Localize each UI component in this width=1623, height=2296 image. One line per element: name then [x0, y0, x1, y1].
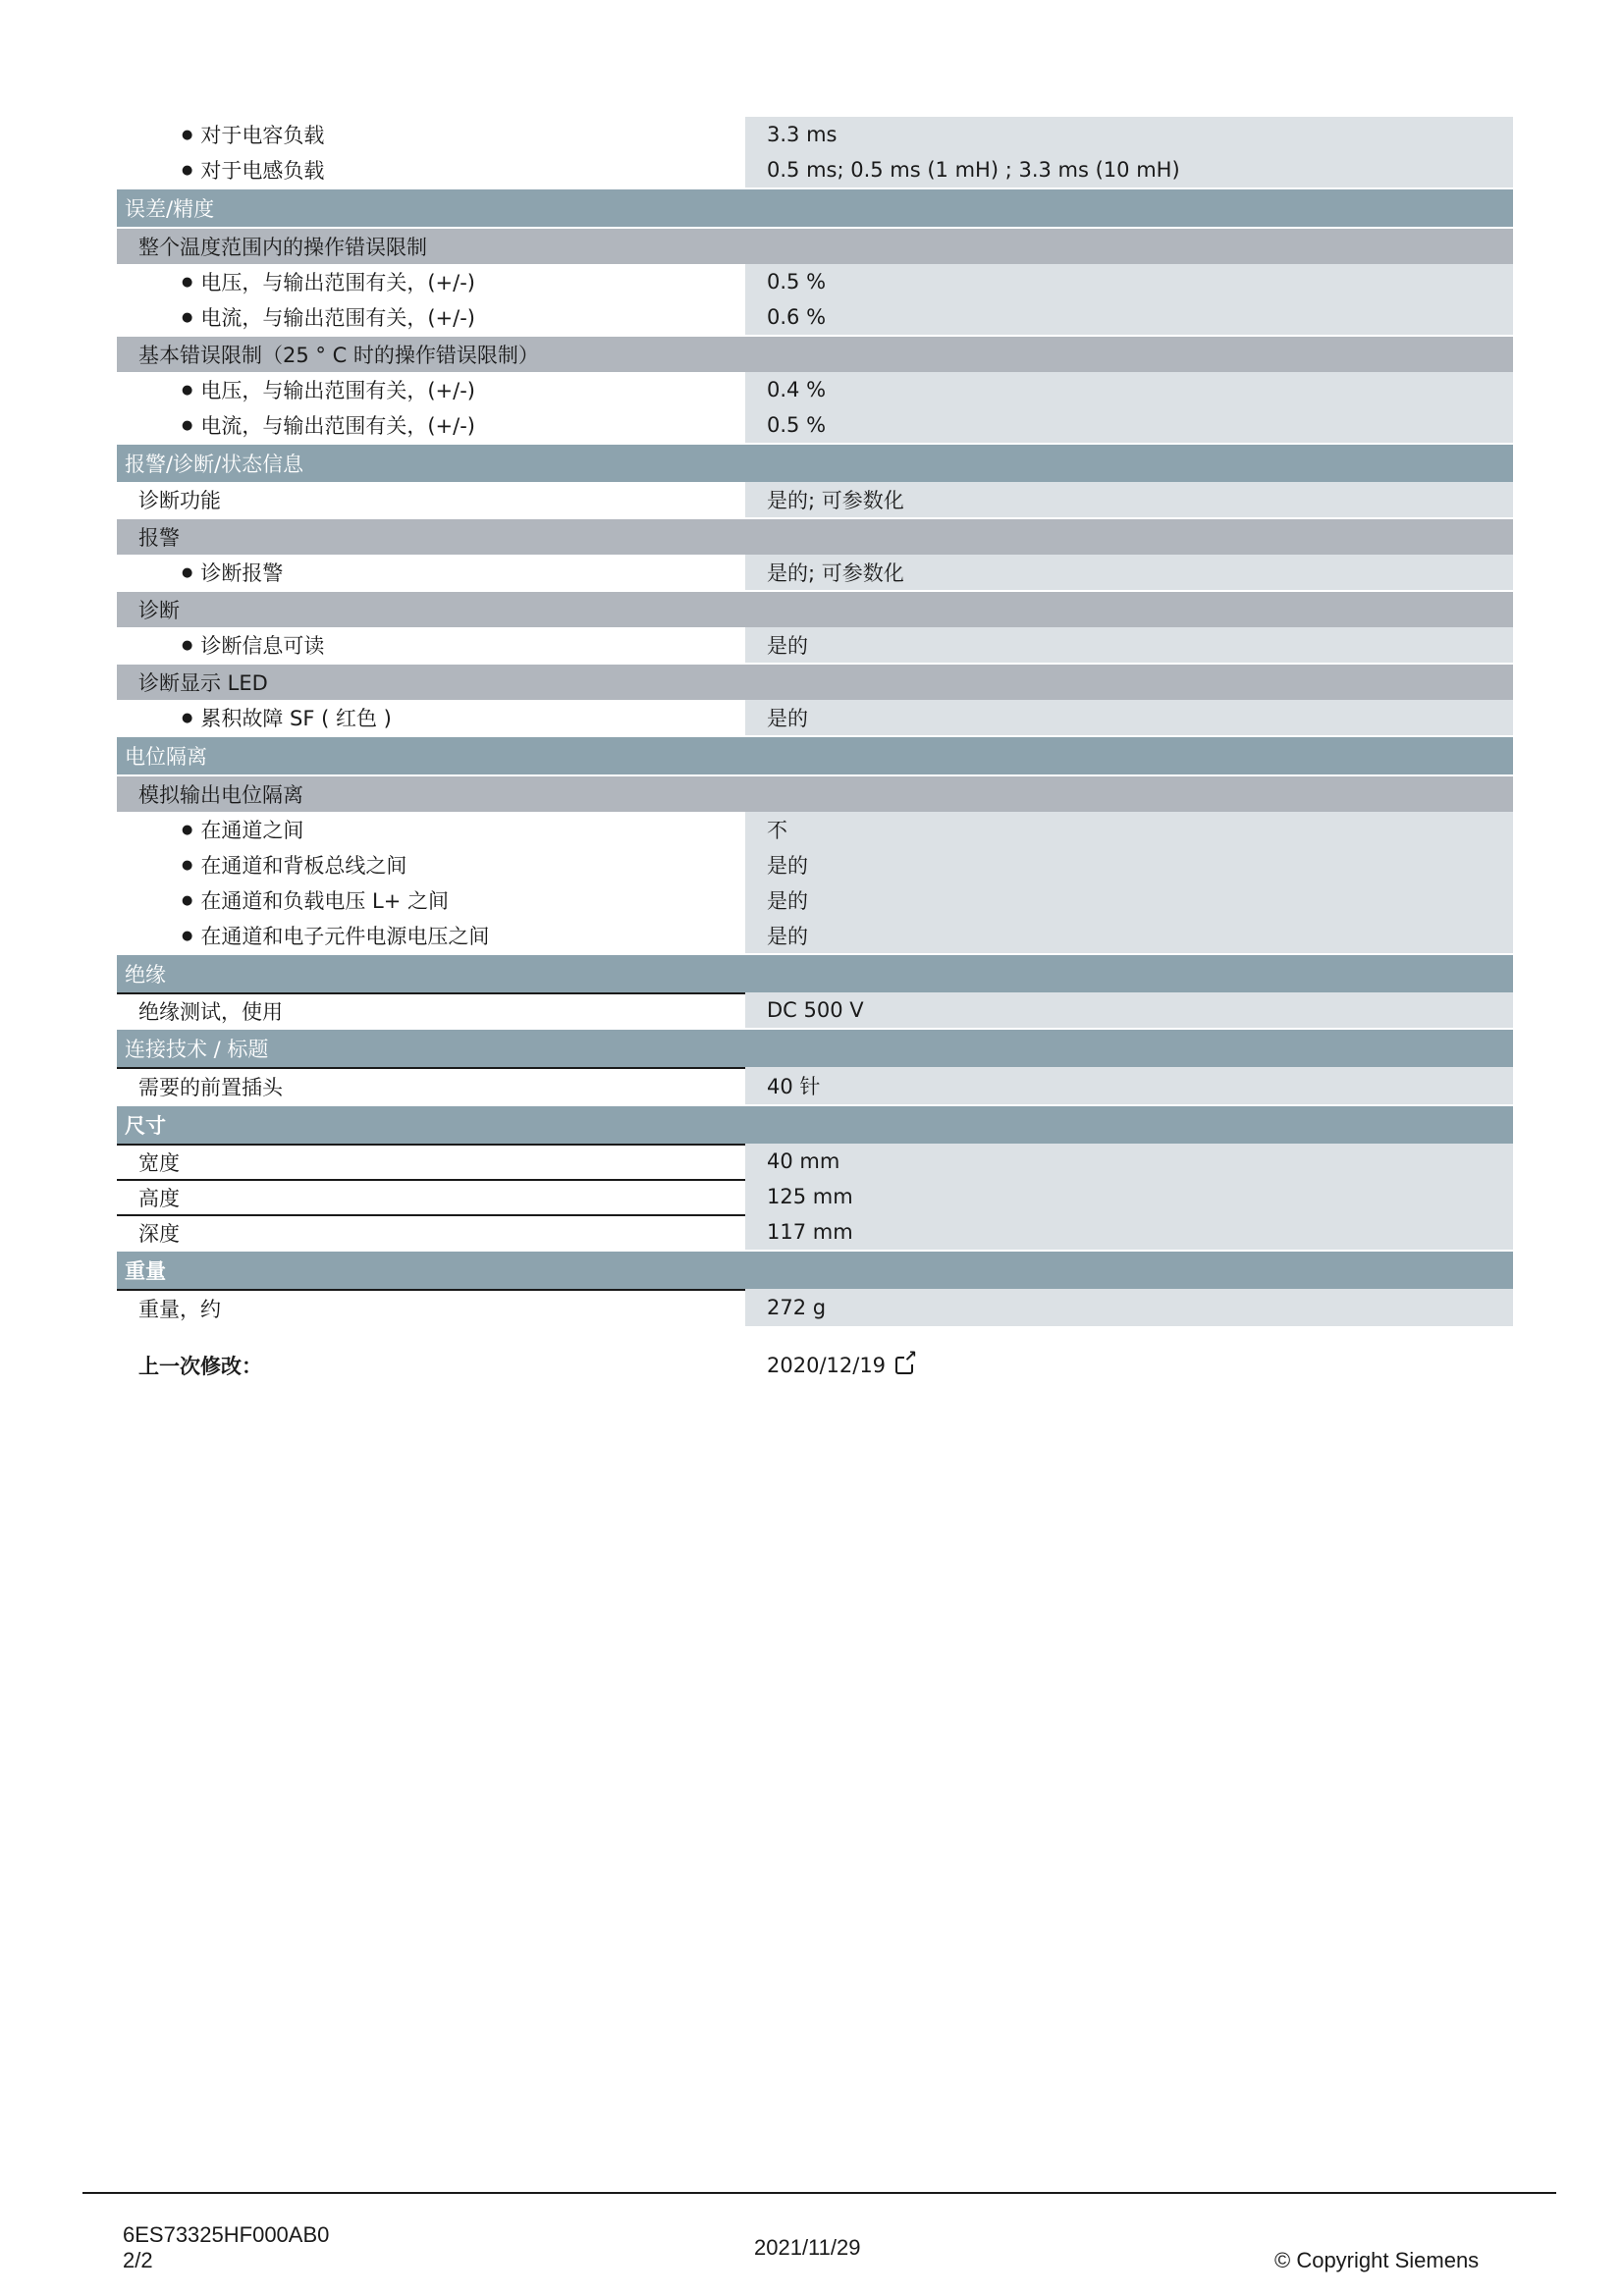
header-spacer: [745, 445, 1513, 482]
spec-row: [117, 555, 1513, 590]
subsection-header: [117, 227, 1513, 264]
spec-label: ● 在通道和负载电压 L+ 之间: [117, 882, 745, 918]
spec-value: 是的; 可参数化: [745, 555, 1513, 590]
header-label: 整个温度范围内的操作错误限制: [138, 236, 427, 259]
spec-label: 诊断功能: [117, 482, 745, 517]
spec-row: [117, 1214, 1513, 1250]
spec-label: 重量，约: [117, 1289, 745, 1326]
last-modified-date: 2020/12/19: [767, 1354, 887, 1377]
header-label: 报警/诊断/状态信息: [125, 453, 304, 476]
spec-row: [117, 812, 1513, 847]
spec-value: 是的: [745, 700, 1513, 735]
last-modified-cell: [745, 1344, 1513, 1387]
header-spacer: [745, 337, 1513, 372]
header-spacer: [745, 592, 1513, 627]
spec-label: 宽度: [117, 1144, 745, 1179]
spec-value: 125 mm: [745, 1179, 1513, 1214]
spec-row: [117, 407, 1513, 443]
spec-value: 0.5 ms; 0.5 ms (1 mH) ; 3.3 ms (10 mH): [745, 152, 1513, 187]
spec-row: [117, 1179, 1513, 1214]
header-label: 模拟输出电位隔离: [138, 783, 303, 807]
header-spacer: [745, 776, 1513, 812]
spec-label: ● 对于电容负载: [117, 117, 745, 152]
spec-value: 40 针: [745, 1067, 1513, 1104]
header-spacer: [745, 229, 1513, 264]
spec-row: [117, 372, 1513, 407]
spec-value: 是的: [745, 847, 1513, 882]
header-label: 诊断: [138, 599, 180, 622]
section-header: [117, 1250, 1513, 1289]
spec-value: 不: [745, 812, 1513, 847]
spec-label: 高度: [117, 1179, 745, 1214]
spec-row: [117, 882, 1513, 918]
spec-value: 是的: [745, 882, 1513, 918]
spec-row: [117, 1144, 1513, 1179]
header-label: 重量: [125, 1259, 166, 1283]
header-label: 连接技术 / 标题: [125, 1038, 269, 1061]
spec-row: [117, 482, 1513, 517]
spec-label: ● 电流，与输出范围有关，(+/-): [117, 407, 745, 443]
last-modified-row: [117, 1344, 1513, 1387]
section-header: [117, 443, 1513, 482]
spec-row: [117, 627, 1513, 663]
spec-value: 3.3 ms: [745, 117, 1513, 152]
header-spacer: [745, 1030, 1513, 1067]
spec-value: 是的: [745, 918, 1513, 953]
spec-value: 0.6 %: [745, 299, 1513, 335]
header-label: 绝缘: [125, 963, 166, 987]
spec-label: ● 对于电感负载: [117, 152, 745, 187]
header-label: 诊断显示 LED: [138, 671, 268, 695]
footer-date: 2021/11/29: [754, 2235, 861, 2260]
spec-label: ● 诊断信息可读: [117, 627, 745, 663]
section-header: [117, 735, 1513, 774]
spec-label: ● 累积故障 SF ( 红色 ): [117, 700, 745, 735]
header-label: 基本错误限制（25 ° C 时的操作错误限制）: [138, 344, 539, 367]
header-label: 尺寸: [125, 1114, 166, 1138]
spec-label: ● 电压，与输出范围有关，(+/-): [117, 372, 745, 407]
subsection-header: [117, 774, 1513, 812]
header-spacer: [745, 665, 1513, 700]
spec-label: ● 电压，与输出范围有关，(+/-): [117, 264, 745, 299]
spec-value: 0.4 %: [745, 372, 1513, 407]
spec-row: [117, 264, 1513, 299]
spec-label: ● 诊断报警: [117, 555, 745, 590]
spec-value: 0.5 %: [745, 264, 1513, 299]
spec-label: ● 电流，与输出范围有关，(+/-): [117, 299, 745, 335]
header-spacer: [745, 737, 1513, 774]
subsection-header: [117, 335, 1513, 372]
spec-label: ● 在通道和背板总线之间: [117, 847, 745, 882]
spec-label: 深度: [117, 1214, 745, 1250]
section-header: [117, 187, 1513, 227]
spec-value: 117 mm: [745, 1214, 1513, 1250]
external-link-icon[interactable]: [895, 1357, 913, 1374]
header-label: 电位隔离: [125, 745, 207, 769]
footer-copyright: © Copyright Siemens: [1274, 2248, 1480, 2272]
footer-article-number: 6ES73325HF000AB0: [123, 2222, 330, 2247]
section-header: [117, 1104, 1513, 1144]
spec-value: 是的: [745, 627, 1513, 663]
spec-table: [117, 117, 1513, 1387]
last-modified-label: 上一次修改：: [138, 1355, 262, 1378]
spec-row: [117, 1067, 1513, 1104]
subsection-header: [117, 590, 1513, 627]
header-spacer: [745, 1252, 1513, 1289]
subsection-header: [117, 517, 1513, 555]
spec-value: DC 500 V: [745, 992, 1513, 1028]
spec-row: [117, 152, 1513, 187]
spec-label: ● 在通道和电子元件电源电压之间: [117, 918, 745, 953]
spec-value: 272 g: [745, 1289, 1513, 1326]
header-spacer: [745, 955, 1513, 992]
header-spacer: [745, 1106, 1513, 1144]
header-label: 误差/精度: [125, 197, 215, 221]
header-spacer: [745, 519, 1513, 555]
spec-row: [117, 918, 1513, 953]
spec-label: 绝缘测试，使用: [117, 992, 745, 1028]
section-header: [117, 1028, 1513, 1067]
spec-value: 0.5 %: [745, 407, 1513, 443]
header-spacer: [745, 189, 1513, 227]
spec-value: 40 mm: [745, 1144, 1513, 1179]
header-label: 报警: [138, 526, 180, 550]
spec-label: ● 在通道之间: [117, 812, 745, 847]
spec-row: [117, 847, 1513, 882]
spec-value: 是的; 可参数化: [745, 482, 1513, 517]
spec-row: [117, 992, 1513, 1028]
spec-label: 需要的前置插头: [117, 1067, 745, 1104]
spec-row: [117, 299, 1513, 335]
section-header: [117, 953, 1513, 992]
footer-divider: [82, 2192, 1556, 2194]
spec-row: [117, 117, 1513, 152]
footer-page-number: 2/2: [123, 2248, 153, 2272]
subsection-header: [117, 663, 1513, 700]
spec-row: [117, 1289, 1513, 1326]
spec-row: [117, 700, 1513, 735]
